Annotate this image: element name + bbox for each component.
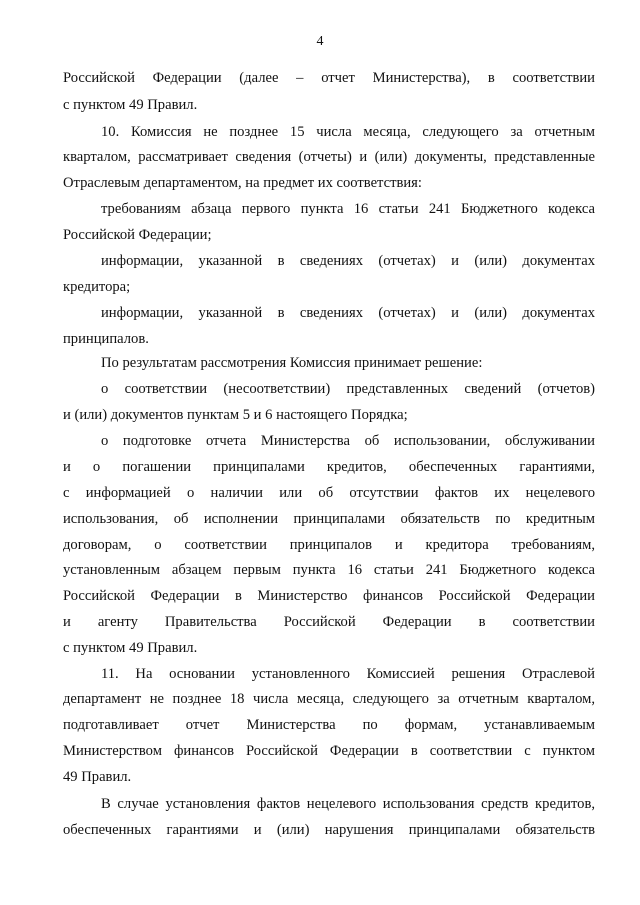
- text-line: требованиям абзаца первого пункта 16 статьи 241 Бюджетного кодекса: [101, 201, 595, 217]
- text-line: и (или) документов пунктам 5 и 6 настоящего Порядка;: [63, 407, 408, 423]
- text-line: договорам, о соответствии принципалов и кредитора требованиям,: [63, 537, 595, 553]
- text-line: и агенту Правительства Российской Федерации в соответствии: [63, 614, 595, 630]
- text-line: кредитора;: [63, 279, 131, 295]
- text-line: кварталом, рассматривает сведения (отчеты) и (или) документы, представленные: [63, 149, 595, 165]
- text-line: Российской Федерации (далее – отчет Министерства), в соответствии: [63, 70, 595, 86]
- text-line: и о погашении принципалами кредитов, обеспеченных гарантиями,: [63, 459, 595, 475]
- text-line: обеспеченных гарантиями и (или) нарушения принципалами обязательств: [63, 822, 595, 838]
- text-line: В случае установления фактов нецелевого использования средств кредитов,: [101, 796, 595, 812]
- text-line: о соответствии (несоответствии) представленных сведений (отчетов): [101, 381, 595, 397]
- text-line: Российской Федерации в Министерство финансов Российской Федерации: [63, 588, 595, 604]
- text-line: 10. Комиссия не позднее 15 числа месяца, следующего за отчетным: [101, 124, 595, 140]
- text-line: 11. На основании установленного Комиссией решения Отраслевой: [101, 666, 595, 682]
- text-line: установленным абзацем первым пункта 16 статьи 241 Бюджетного кодекса: [63, 562, 595, 578]
- text-line: Министерством финансов Российской Федерации в соответствии с пунктом: [63, 743, 595, 759]
- text-line: о подготовке отчета Министерства об использовании, обслуживании: [101, 433, 595, 449]
- text-line: принципалов.: [63, 331, 149, 347]
- text-line: информации, указанной в сведениях (отчетах) и (или) документах: [101, 253, 595, 269]
- text-line: 49 Правил.: [63, 769, 132, 785]
- text-line: департамент не позднее 18 числа месяца, следующего за отчетным кварталом,: [63, 691, 595, 707]
- text-line: с информацией о наличии или об отсутствии фактов их нецелевого: [63, 485, 595, 501]
- text-line: Отраслевым департаментом, на предмет их соответствия:: [63, 175, 422, 191]
- page-number: 4: [316, 34, 324, 49]
- text-line: По результатам рассмотрения Комиссия принимает решение:: [101, 355, 483, 371]
- text-line: информации, указанной в сведениях (отчетах) и (или) документах: [101, 305, 595, 321]
- text-line: с пунктом 49 Правил.: [63, 97, 198, 113]
- text-line: использования, об исполнении принципалами обязательств по кредитным: [63, 511, 595, 527]
- text-line: подготавливает отчет Министерства по формам, устанавливаемым: [63, 717, 595, 733]
- text-line: Российской Федерации;: [63, 227, 212, 243]
- text-line: с пунктом 49 Правил.: [63, 640, 198, 656]
